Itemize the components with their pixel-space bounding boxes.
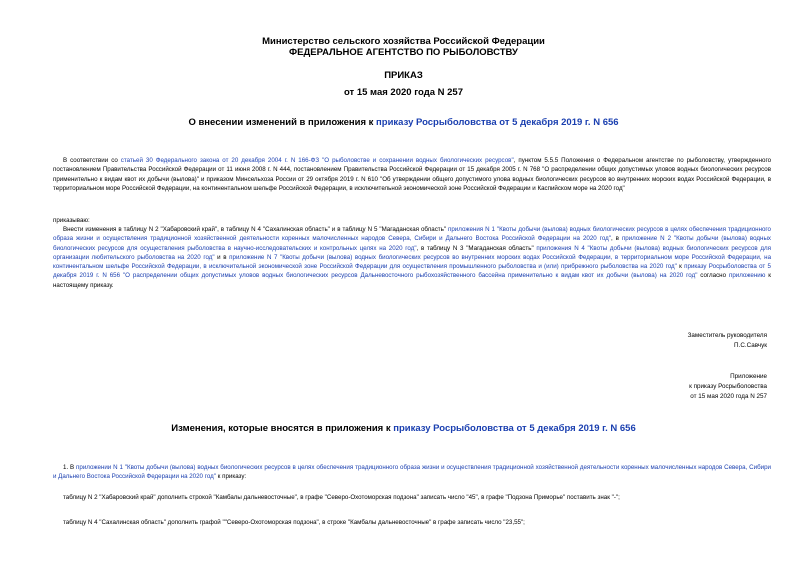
item-1-annex-link[interactable]: приложении N 1 "Квоты добычи (вылова) водных биологических ресурсов в целях обеспечения традиционного образа жизни и осуществления традиционной хозяйственной деятельности коренных малочисленных народов Севера, Сибири и Дальнего Востока Российской Федерации на 2020 год" [53, 464, 771, 481]
order-656-link[interactable]: приказу Росрыболовства от 5 декабря 2019 г. N 656 "О распределении общих допустимых уловов водных биологических ресурсов Дальневосточного рыбохозяйственного бассейна применительно к видам квот их добычи (вылова) на 2020 год" [53, 263, 771, 280]
annex-7-link[interactable]: приложение N 7 "Квоты добычи (вылова) водных биологических ресурсов во внутренних морских водах Российской Федерации, в территориальном море Российской Федерации, на континентальном шельфе Российской Федерации, в исключительной экономической зоне Российской Федерации для осуществления промышленного рыболовства и (или) прибрежного рыболовства на 2020 год" [53, 253, 772, 271]
item-1-text-1: 1. В [63, 464, 77, 471]
agency-name: ФЕДЕРАЛЬНОЕ АГЕНТСТВО ПО РЫБОЛОВСТВУ [289, 47, 518, 58]
preamble-text-2: , пунктом 5.5.5 Положения о Федеральном агентстве по рыболовству, утвержденного постановлением Правительства Российской Федерации от 11 июня 2008 г. N 444, постановлением Правительства Российской Федерации от 15 декабря 2005 г. N 768 "О распределении общих допустимых уловов водных биологических ресурсов применительно к видам квот их добычи (вылова)" и приказом Минсельхоза России от 29 октября 2019 г. N 610 "Об утверждении общего допустимого улова водных биологических ресурсов во внутренних морских водах Российской Федерации, в территориальном море Российской Федерации, на континентальном шельфе Российской Федерации, в исключительной экономической зоне Российской Федерации и Каспийском море на 2020 год" [53, 157, 772, 192]
preamble-paragraph [53, 156, 771, 193]
annex-title-text: Изменения, которые вносятся в приложения к [171, 423, 394, 434]
table-4-change: таблицу N 4 "Сахалинская область" дополнить графой ""Северо-Охотоморская подзона", в строке "Камбалы дальневосточные" в графе записать число "23,55"; [63, 519, 525, 526]
order-text-4: и в [214, 253, 230, 261]
annex-ref-line-1: Приложение [730, 373, 767, 380]
annex-ref-line-2: к приказу Росрыболовства [689, 383, 767, 390]
order-text-2: , в [610, 235, 622, 243]
document-type: ПРИКАЗ [384, 70, 423, 81]
order-text-7: к настоящему приказу. [53, 272, 771, 289]
annex-4-link[interactable]: приложения N 4 "Квоты добычи (вылова) водных биологических ресурсов для организации любительского рыболовства на 2020 год" [53, 244, 771, 261]
document-date-number: от 15 мая 2020 года N 257 [343, 87, 464, 98]
item-1-paragraph [53, 463, 771, 482]
item-1-text-2: к приказу: [215, 473, 247, 481]
preamble-text-1: В соответствии со [63, 157, 121, 164]
signature-position: Заместитель руководителя [687, 332, 767, 339]
order-paragraph [53, 225, 771, 290]
order-word: приказываю: [53, 217, 90, 224]
order-text-5: к [676, 263, 685, 271]
table-2-change: таблицу N 2 "Хабаровский край" дополнить строкой "Камбалы дальневосточные", в графе "Северо-Охотоморская подзона" записать число "45", в графе "Подзона Приморье" поставить знак "-"; [63, 494, 620, 501]
title-order-link[interactable]: приказу Росрыболовства от 5 декабря 2019 г. N 656 [376, 117, 619, 128]
order-text-6: согласно [697, 272, 729, 280]
annex-2-link[interactable]: приложение N 2 "Квоты добычи (вылова) водных биологических ресурсов для осуществления рыболовства в научно-исследовательских и контрольных целях на 2020 год" [53, 235, 771, 252]
signature-name: П.С.Савчук [734, 342, 767, 349]
federal-law-link[interactable]: статьей 30 Федерального закона от 20 декабря 2004 г. N 166-ФЗ "О рыболовстве и сохранении водных биологических ресурсов" [120, 157, 514, 164]
document-title [0, 117, 807, 129]
document-title-text: О внесении изменений в приложения к [188, 117, 377, 128]
annex-title-link[interactable]: приказу Росрыболовства от 5 декабря 2019 г. N 656 [393, 423, 636, 434]
annex-ref-line-3: от 15 мая 2020 года N 257 [690, 393, 767, 400]
ministry-name: Министерство сельского хозяйства Российской Федерации [262, 36, 545, 47]
annex-1-link[interactable]: приложения N 1 "Квоты добычи (вылова) водных биологических ресурсов в целях обеспечения традиционного образа жизни и осуществления традиционной хозяйственной деятельности коренных малочисленных народов Севера, Сибири и Дальнего Востока Российской Федерации на 2020 год" [53, 226, 771, 243]
annex-link[interactable]: приложению [728, 272, 766, 280]
annex-title [0, 423, 807, 435]
order-text-1: Внести изменения в таблицу N 2 "Хабаровский край", в таблицу N 4 "Сахалинская область" и в таблицу N 5 "Магаданская область" [63, 226, 449, 233]
order-text-3: , в таблицу N 3 "Магаданская область" [416, 244, 537, 252]
